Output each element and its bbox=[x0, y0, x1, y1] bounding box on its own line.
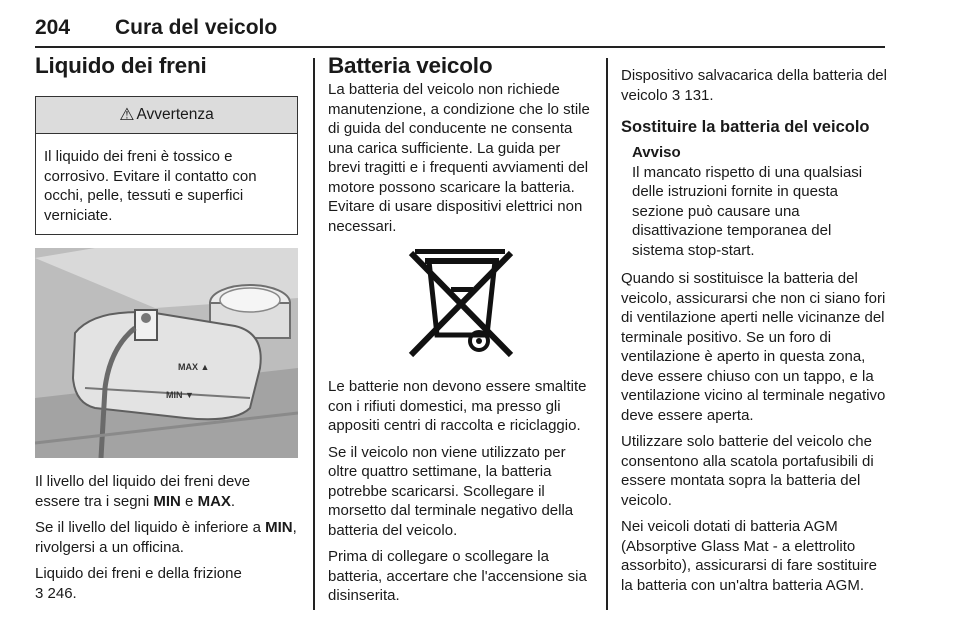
warning-text: Il liquido dei freni è tossico e corrosivo. Evitare il contatto con occhi, pelle, tessuti e superfici verniciate. bbox=[44, 148, 257, 224]
warning-triangle-icon: ⚠ bbox=[119, 105, 135, 124]
notice-text: Il mancato rispetto di una qualsiasi delle istruzioni fornite in questa sezione può causare una disattivazione temporanea del sistema stop-start. bbox=[632, 163, 863, 259]
notice-title: Avviso bbox=[632, 144, 681, 161]
min-mark-text: MIN bbox=[153, 492, 181, 510]
page-number: 204 bbox=[35, 16, 71, 39]
text-and: e bbox=[180, 492, 198, 510]
paragraph-brake-clutch-fluid bbox=[35, 564, 298, 603]
paragraph-battery-saver: Dispositivo salvacarica della batteria del veicolo 3 131. bbox=[621, 67, 887, 104]
warning-box bbox=[35, 96, 298, 235]
text-below-min-after: , rivolgersi a un officina. bbox=[35, 519, 297, 556]
section-heading-brake-fluid: Liquido dei freni bbox=[35, 53, 207, 78]
paragraph-long-storage: Se il veicolo non viene utilizzato per oltre quattro settimane, la batteria potrebbe scaricarsi. Scollegare il morsetto dal terminale negativo della batteria del veicolo. bbox=[328, 443, 574, 539]
header-rule bbox=[35, 46, 885, 48]
paragraph-battery-maintenance: La batteria del veicolo non richiede manutenzione, a condizione che lo stile di guida del conducente ne consenta una carica sufficiente. La guida per brevi tragitti e i frequenti avviamenti del motore possono scaricare la batteria. Evitare di usare dispositivi elettrici non necessari. bbox=[328, 81, 590, 235]
max-mark-label: MAX ▲ bbox=[178, 362, 210, 372]
running-title: Cura del veicolo bbox=[115, 16, 278, 39]
page-reference: 3 246. bbox=[35, 584, 77, 602]
column-divider-1 bbox=[313, 58, 315, 610]
warning-header bbox=[36, 97, 297, 134]
column-vehicle-battery bbox=[328, 52, 593, 613]
paragraph-level bbox=[35, 472, 298, 511]
max-mark-text: MAX bbox=[197, 492, 231, 510]
text-below-min-before: Se il livello del liquido è inferiore a bbox=[35, 519, 266, 536]
column-brake-fluid bbox=[35, 52, 298, 610]
column-battery-replacement bbox=[621, 66, 887, 602]
warning-label: Avvertenza bbox=[136, 106, 214, 123]
notice-box bbox=[632, 143, 887, 260]
paragraph-vent-holes: Quando si sostituisce la batteria del veicolo, assicurarsi che non ci siano fori di ventilazione aperti nelle vicinanze del terminale positivo. Se un foro di ventilazione è aperto in questa zona, deve essere chiuso con un tappo, e la ventilazione vicino al terminale negativo deve essere aperta. bbox=[621, 270, 886, 424]
min-mark-text-2: MIN bbox=[265, 519, 293, 536]
paragraph-fuse-box: Utilizzare solo batterie del veicolo che consentono alla scatola portafusibili di essere montata sopra la batteria del veicolo. bbox=[621, 433, 874, 509]
text-brake-clutch-fluid: Liquido dei freni e della frizione bbox=[35, 565, 242, 582]
brake-fluid-reservoir-photo bbox=[35, 248, 298, 458]
min-mark-label: MIN ▼ bbox=[166, 390, 194, 400]
page-header bbox=[35, 14, 885, 44]
text-period: . bbox=[230, 492, 236, 510]
paragraph-ignition-off: Prima di collegare o scollegare la batteria, accertare che l'accensione sia disinserita. bbox=[328, 548, 587, 604]
crossed-out-wheelie-bin-icon bbox=[328, 243, 593, 363]
paragraph-below-min bbox=[35, 518, 298, 557]
section-heading-vehicle-battery: Batteria veicolo bbox=[328, 53, 493, 78]
subsection-heading-replace-battery: Sostituire la batteria del veicolo bbox=[621, 118, 870, 136]
column-divider-2 bbox=[606, 58, 608, 610]
paragraph-agm-battery: Nei veicoli dotati di batteria AGM (Absorptive Glass Mat - a elettrolito assorbito), assicurarsi di fare sostituire la batteria con un'altra batteria AGM. bbox=[621, 518, 877, 594]
text-level-before: Il livello del liquido dei freni deve essere tra i segni bbox=[35, 473, 251, 510]
paragraph-disposal: Le batterie non devono essere smaltite con i rifiuti domestici, ma presso gli appositi centri di raccolta e riciclaggio. bbox=[328, 378, 587, 434]
